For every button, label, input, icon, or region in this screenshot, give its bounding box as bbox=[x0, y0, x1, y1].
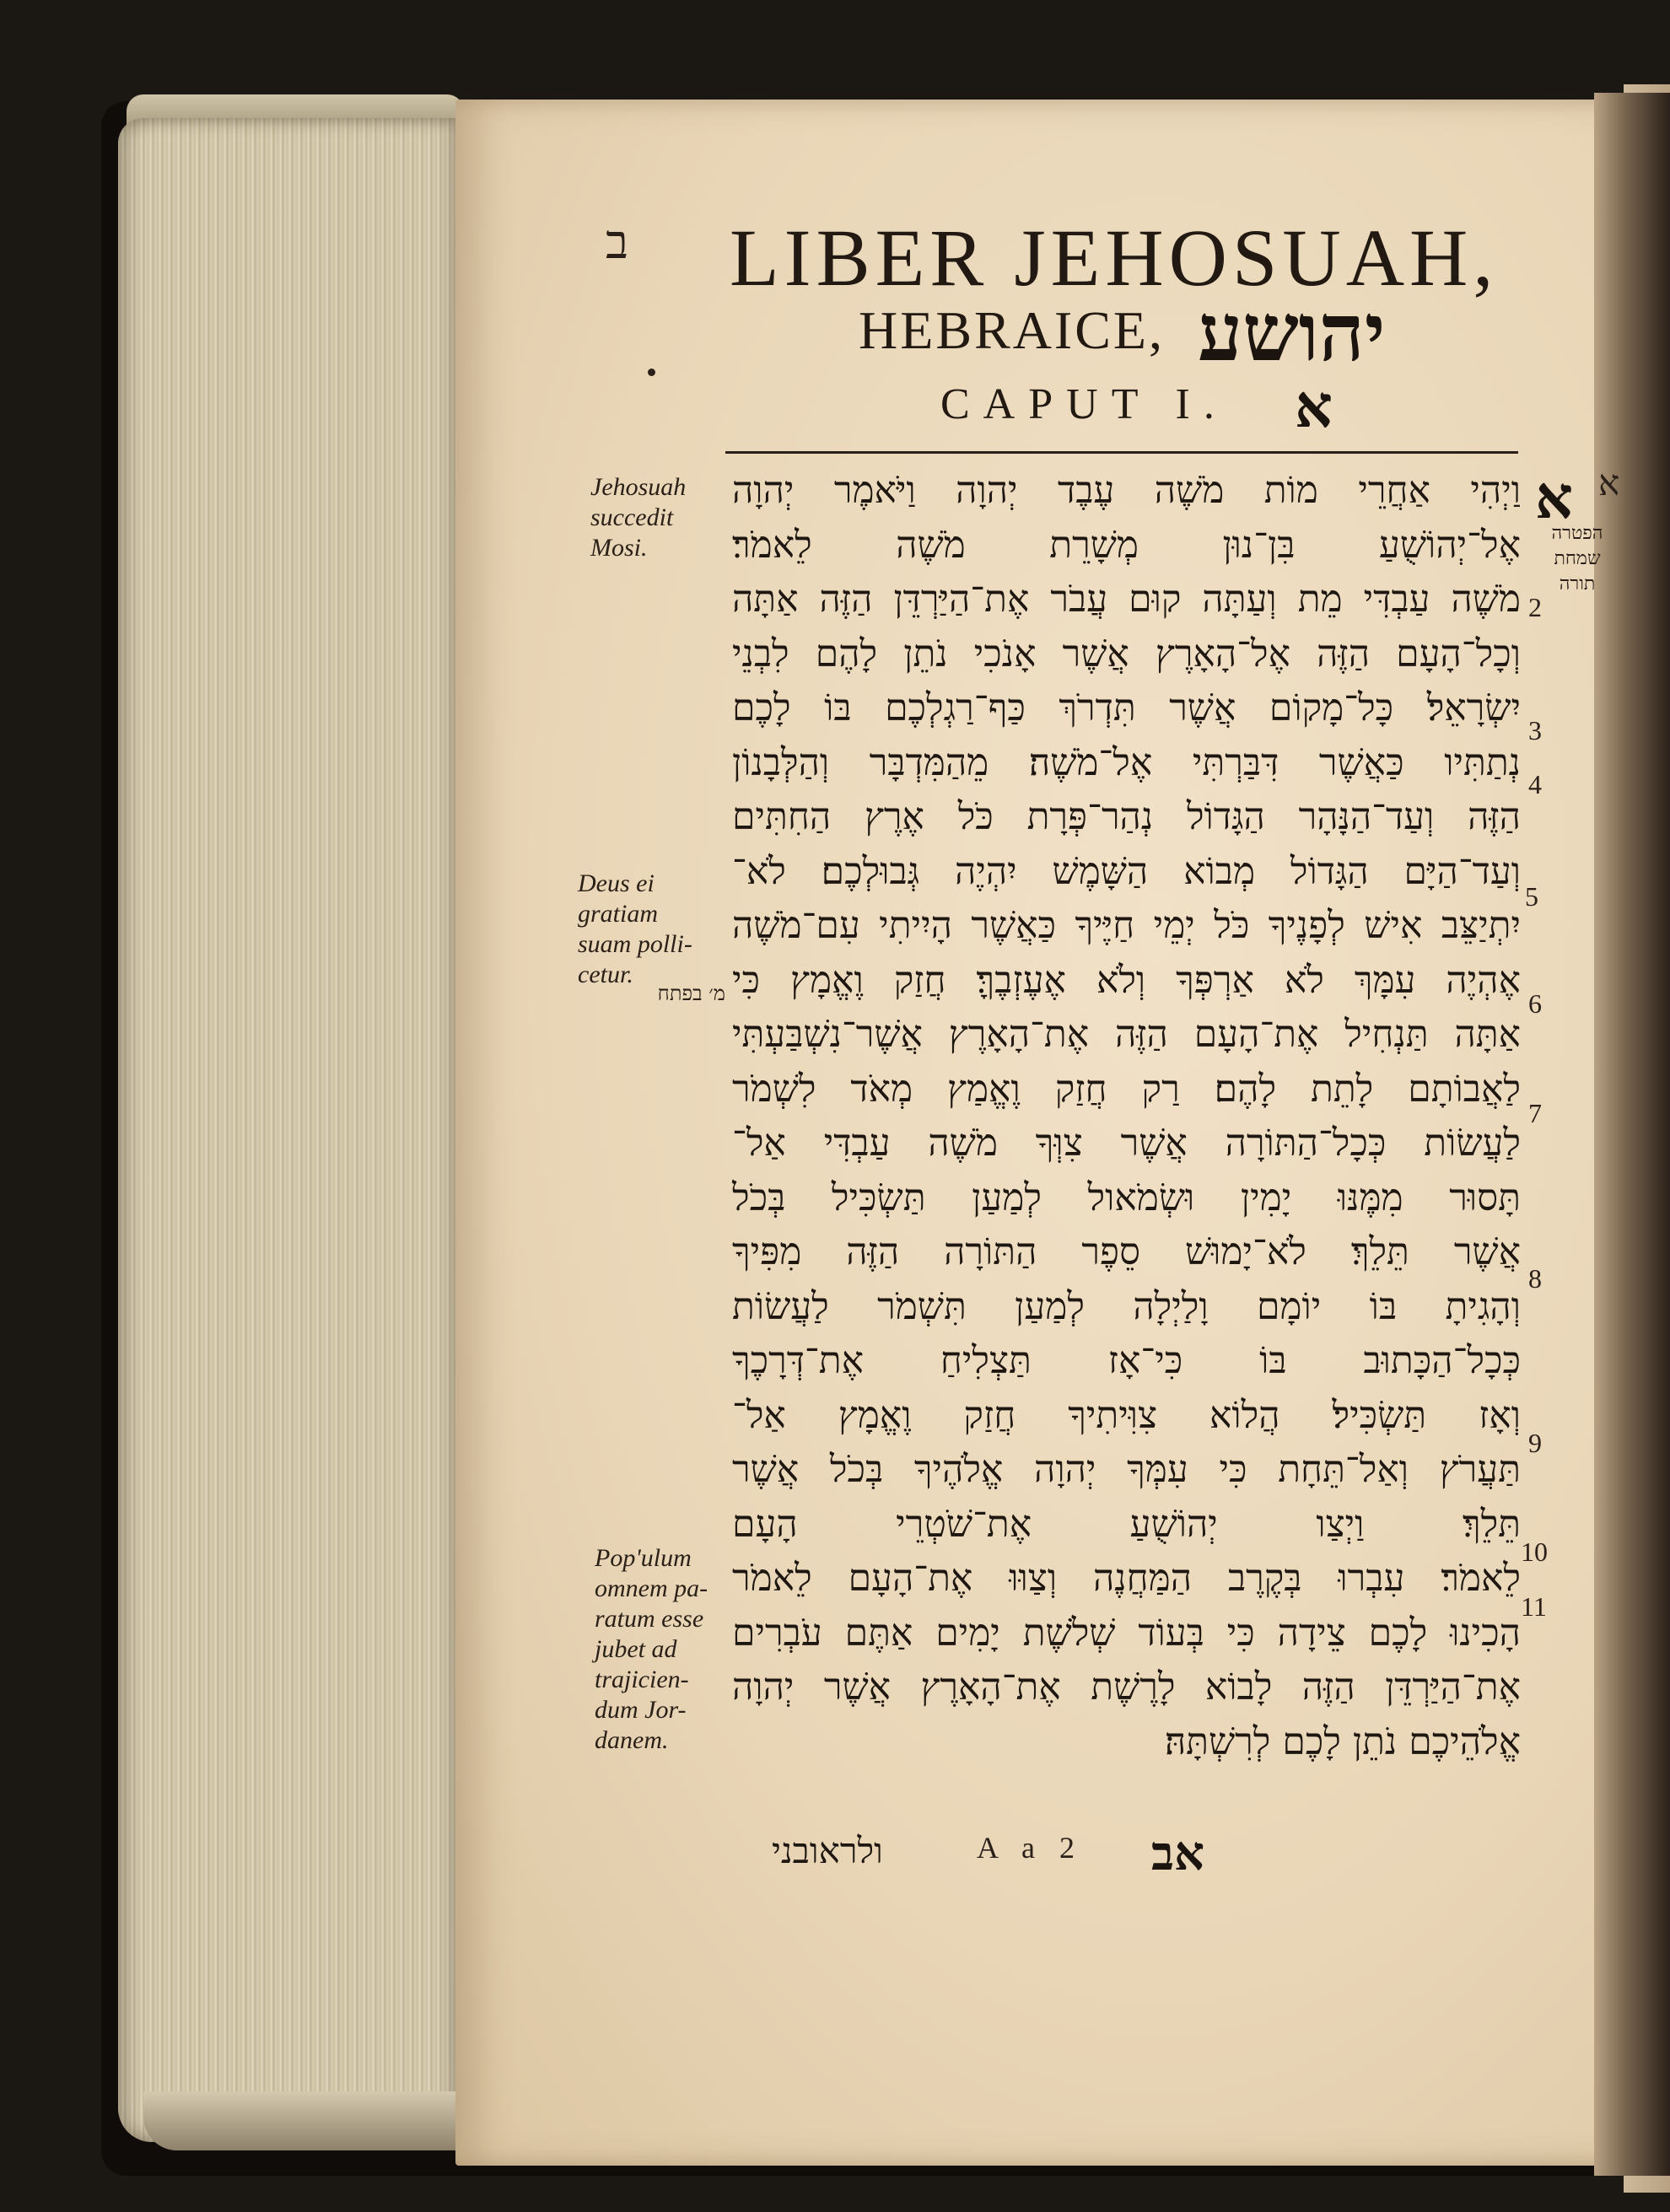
verse-number: 11 bbox=[1521, 1591, 1547, 1622]
text-line: וְכָל־הָעָם הַזֶּה אֶל־הָאָרֶץ אֲשֶׁר אָנֹכִי נֹתֵן לָהֶם לִבְנֵי bbox=[732, 632, 1521, 675]
verse-number: 7 bbox=[1528, 1098, 1542, 1128]
margin-note-promise: Deus ei gratiam suam polli- cetur. bbox=[578, 869, 692, 988]
text-line: כְּכָל־הַכָּתוּב בּוֹ כִּי־אָז תַּצְלִיחַ אֶת־דְּרָכֶךָ bbox=[732, 1339, 1521, 1382]
text-line: וְהָגִיתָ בּוֹ יוֹמָם וָלַיְלָה לְמַעַן תִּשְׁמֹר לַעֲשׂוֹת bbox=[732, 1284, 1521, 1328]
text-line: הַזֶּה וְעַד־הַנָּהָר הַגָּדוֹל נְהַר־פְּרָת כֹּל אֶרֶץ הַחִתִּים bbox=[732, 795, 1521, 838]
folio-mark: ב bbox=[606, 215, 628, 270]
chapter-letter-hebrew: א bbox=[1295, 371, 1333, 441]
text-line: אֶת־הַיַּרְדֵּן הַזֶּה לָבוֹא לָרֶשֶׁת אֶת־הָאָרֶץ אֲשֶׁר יְהוָה bbox=[732, 1666, 1521, 1709]
text-line: אַתָּה תַּנְחִיל אֶת־הָעָם הַזֶּה אֶת־הָאָרֶץ אֲשֶׁר־נִשְׁבַּעְתִּי bbox=[732, 1013, 1521, 1056]
verse-number: 4 bbox=[1528, 769, 1542, 799]
book-fore-edge bbox=[118, 118, 464, 2142]
text-line: אֱלֹהֵיכֶם נֹתֵן לָכֶם לְרִשְׁתָּהּ׃ bbox=[1164, 1720, 1521, 1763]
text-line: לֵאמֹר׃ עִבְרוּ בְּקֶרֶב הַמַּחֲנֶה וְצַוּוּ אֶת־הָעָם לֵאמֹר bbox=[732, 1557, 1521, 1600]
text-line: לַאֲבוֹתָם לָתֵת לָהֶם׃ רַק חֲזַק וֶאֱמַץ מְאֹד לִשְׁמֹר bbox=[732, 1067, 1521, 1111]
verse-number: 2 bbox=[1528, 592, 1542, 622]
text-line: וַיְהִי אַחֲרֵי מוֹת מֹשֶׁה עֶבֶד יְהוָה וַיֹּאמֶר יְהוָה bbox=[732, 469, 1521, 512]
text-line: הָכִינוּ לָכֶם צֵידָה כִּי בְּעוֹד שְׁלֹשֶׁת יָמִים אַתֶּם עֹבְרִים bbox=[732, 1611, 1521, 1655]
verse-number: 5 bbox=[1525, 881, 1538, 912]
text-line: אֶהְיֶה עִמָּךְ לֹא אַרְפְּךָ וְלֹא אֶעֶזְבֶךָּ׃ חֲזַק וֶאֱמָץ כִּי bbox=[732, 958, 1521, 1002]
verse-number: 10 bbox=[1521, 1537, 1548, 1567]
text-line: תַּעֲרֹץ וְאַל־תֵּחָת כִּי עִמְּךָ יְהוָה אֱלֹהֶיךָ בְּכֹל אֲשֶׁר bbox=[732, 1448, 1521, 1491]
verse-number: 9 bbox=[1528, 1428, 1542, 1458]
text-line: אֶל־יְהוֹשֻׁעַ בִּן־נוּן מְשָׁרֵת מֹשֶׁה לֵאמֹר׃ bbox=[732, 523, 1521, 567]
haftarah-note: הפטרה שמחת תורה bbox=[1551, 523, 1603, 595]
text-line: יִתְיַצֵּב אִישׁ לְפָנֶיךָ כֹּל יְמֵי חַיֶּיךָ כַּאֲשֶׁר הָיִיתִי עִם־מֹשֶׁה bbox=[732, 904, 1521, 947]
text-line: תֵּלֵךְ׃ וַיְצַו יְהוֹשֻׁעַ אֶת־שֹׁטְרֵי הָעָם bbox=[732, 1502, 1521, 1546]
text-line: תָּסוּר מִמֶּנּוּ יָמִין וּשְׂמֹאול לְמַעַן תַּשְׂכִּיל בְּכֹל bbox=[732, 1176, 1521, 1219]
text-line: וְעַד־הַיָּם הַגָּדוֹל מְבוֹא הַשָּׁמֶשׁ יִהְיֶה גְּבוּלְכֶם׃ לֹא־ bbox=[732, 849, 1521, 893]
book-gutter bbox=[1594, 93, 1670, 2176]
signature-mark: A a 2 bbox=[977, 1831, 1083, 1865]
text-line: נְתַתִּיו כַּאֲשֶׁר דִּבַּרְתִּי אֶל־מֹשֶׁה׃ מֵהַמִּדְבָּר וְהַלְּבָנוֹן bbox=[732, 740, 1521, 784]
chapter-title: CAPUT I. bbox=[940, 380, 1228, 428]
text-line: וְאָז תַּשְׂכִּיל׃ הֲלוֹא צִוִּיתִיךָ חֲזַק וֶאֱמָץ אַל־ bbox=[732, 1393, 1521, 1437]
margin-note-jordan: Pop'ulum omnem pa- ratum esse jubet ad trajicien- dum Jor- danem. bbox=[595, 1544, 708, 1754]
verse-number: 6 bbox=[1528, 988, 1542, 1019]
subtitle: HEBRAICE, bbox=[859, 300, 1165, 360]
text-line: יִשְׂרָאֵל׃ כָּל־מָקוֹם אֲשֶׁר תִּדְרֹךְ כַּף־רַגְלְכֶם בּוֹ לָכֶם bbox=[732, 686, 1521, 729]
verse-number: 8 bbox=[1528, 1263, 1542, 1294]
hebrew-text-block bbox=[732, 464, 1521, 1769]
running-title: LIBER JEHOSUAH, bbox=[730, 213, 1499, 303]
header-rule bbox=[725, 451, 1518, 454]
margin-note-hebrew: מ׳ בפתח bbox=[657, 982, 725, 1005]
subtitle-hebrew: יהושע bbox=[1198, 287, 1386, 379]
chapter-initial: א bbox=[1535, 462, 1573, 532]
signature-hebrew: אב bbox=[1151, 1826, 1204, 1881]
margin-dot bbox=[648, 369, 655, 376]
text-line: לַעֲשׂוֹת כְּכָל־הַתּוֹרָה אֲשֶׁר צִוְּךָ מֹשֶׁה עַבְדִּי אַל־ bbox=[732, 1122, 1521, 1165]
text-line: אֲשֶׁר תֵּלֵךְ׃ לֹא־יָמוּשׁ סֵפֶר הַתּוֹרָה הַזֶּה מִפִּיךָ bbox=[732, 1230, 1521, 1273]
verse-number: 3 bbox=[1528, 715, 1542, 745]
verse-number-1: א bbox=[1598, 462, 1620, 503]
margin-note-succession: Jehosuah succedit Mosi. bbox=[590, 473, 687, 562]
text-line: מֹשֶׁה עַבְדִּי מֵת וְעַתָּה קוּם עֲבֹר אֶת־הַיַּרְדֵּן הַזֶּה אַתָּה bbox=[732, 578, 1521, 621]
catchword: ולראובני bbox=[772, 1830, 883, 1871]
